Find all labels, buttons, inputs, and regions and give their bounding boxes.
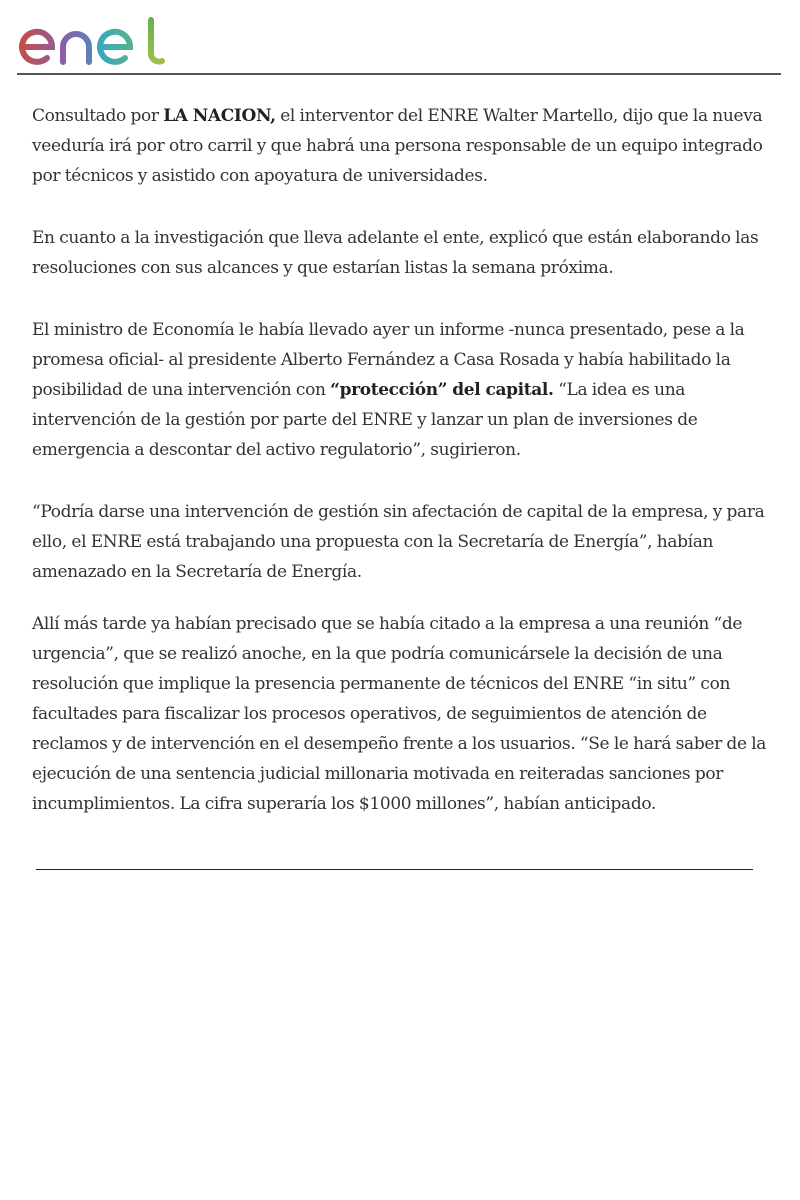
- paragraph-4: [32, 497, 772, 587]
- paragraph-3-bold-proteccion: “protección” del capital.: [330, 380, 554, 400]
- header-divider: [17, 73, 781, 75]
- paragraph-5: [32, 609, 772, 819]
- footer-divider: [36, 869, 753, 870]
- article-body: [32, 101, 772, 819]
- logo-letter-e: [22, 32, 52, 62]
- paragraph-2: [32, 223, 772, 283]
- paragraph-1-text-b: el interventor del ENRE Walter Martello, dijo que la nueva veeduría irá por otro carril y que habrá una persona responsable de un equipo integrado por técnicos y asistido con apoyatura de universidades.: [32, 106, 763, 186]
- page-header: [0, 0, 800, 76]
- paragraph-3-text-a: El ministro de Economía le había llevado ayer un informe -nunca presentado, pese a la promesa oficial- al presidente Alberto Fernández a Casa Rosada y había habilitado la posibilidad de una intervención con: [32, 320, 745, 400]
- paragraph-1: [32, 101, 772, 191]
- paragraph-2-text: En cuanto a la investigación que lleva adelante el ente, explicó que están elaborando las resoluciones con sus alcances y que estarían listas la semana próxima.: [32, 228, 759, 278]
- paragraph-5-text: Allí más tarde ya habían precisado que se había citado a la empresa a una reunión “de urgencia”, que se realizó anoche, en la que podría comunicársele la decisión de una resolución que implique la presencia permanente de técnicos del ENRE “in situ” con facultades para fiscalizar los procesos operativos, de seguimientos de atención de reclamos y de intervención en el desempeño frente a los usuarios. “Se le hará saber de la ejecución de una sentencia judicial millonaria motivada en reiteradas sanciones por incumplimientos. La cifra superaría los $1000 millones”, habían anticipado.: [32, 614, 767, 814]
- paragraph-4-text: “Podría darse una intervención de gestión sin afectación de capital de la empresa, y para ello, el ENRE está trabajando una propuesta con la Secretaría de Energía”, habían amenazado en la Secretaría de Energía.: [32, 502, 765, 582]
- logo-letter-e-2: [100, 32, 130, 62]
- paragraph-1-text-a: Consultado por: [32, 106, 164, 126]
- paragraph-3-text-b: “La idea es una intervención de la gestión por parte del ENRE y lanzar un plan de inversiones de emergencia a descontar del activo regulatorio”, sugirieron.: [32, 380, 698, 460]
- logo-letter-l: [151, 20, 162, 62]
- paragraph-3: [32, 315, 772, 465]
- logo-letter-n: [63, 34, 89, 62]
- enel-logo: [16, 14, 172, 70]
- paragraph-1-bold-la-nacion: LA NACION,: [163, 106, 276, 126]
